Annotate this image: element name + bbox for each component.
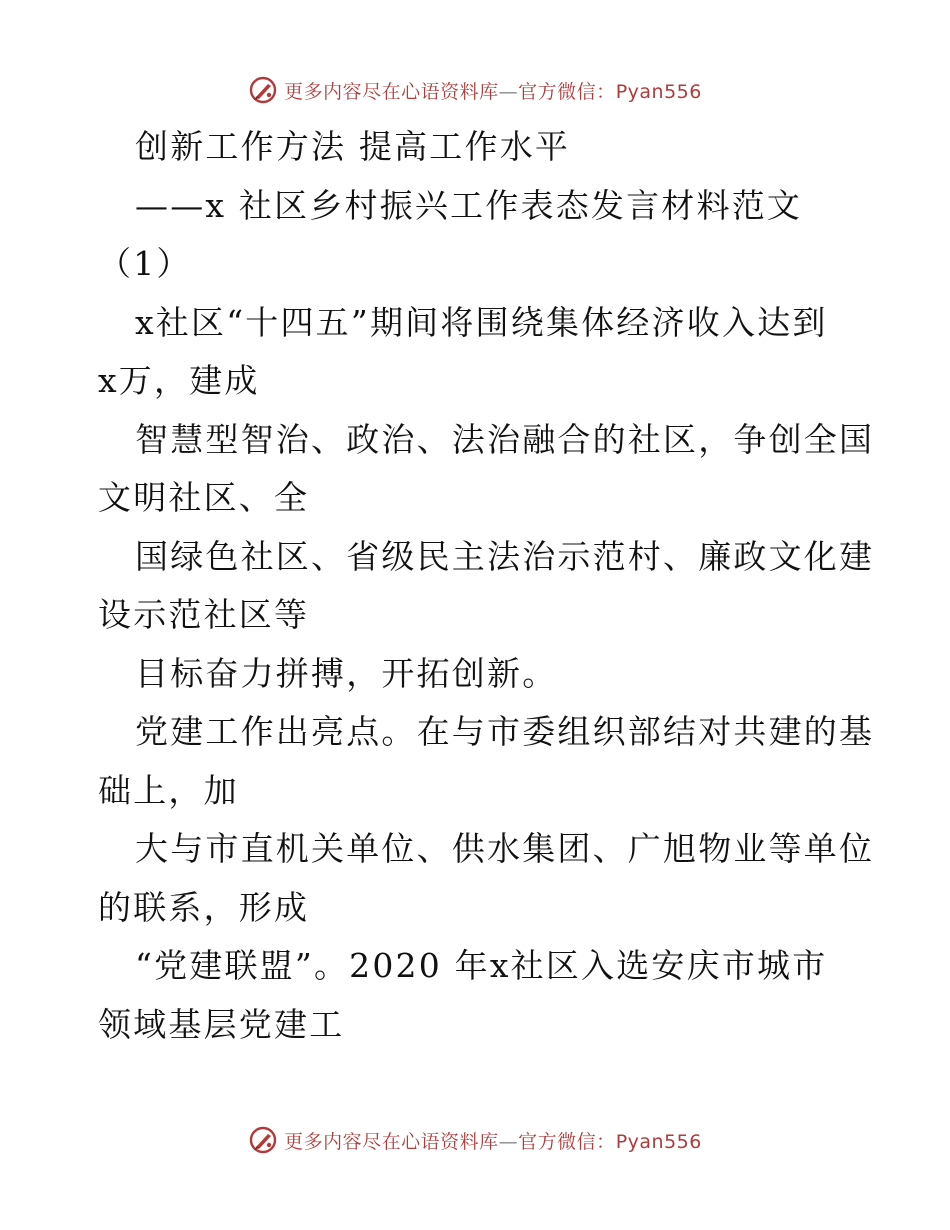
paragraph-line: 国绿色社区、省级民主法治示范村、廉政文化建 — [135, 536, 875, 576]
document-subtitle: ——x 社区乡村振兴工作表态发言材料范文 — [135, 185, 803, 225]
paragraph-line: 党建工作出亮点。在与市委组织部结对共建的基 — [135, 712, 875, 751]
watermark-text: 更多内容尽在心语资料库—官方微信：Pyan556 — [284, 1130, 702, 1153]
watermark-text: 更多内容尽在心语资料库—官方微信：Pyan556 — [284, 80, 702, 103]
quill-pen-seal-icon — [248, 1125, 278, 1155]
paragraph-line: 智慧型智治、政治、法治融合的社区，争创全国 — [135, 419, 875, 459]
document-title: 创新工作方法 提高工作水平 — [135, 127, 571, 166]
watermark-footer — [0, 1120, 950, 1160]
paragraph-line: 目标奋力拼搏，开拓创新。 — [135, 653, 558, 693]
section-number: （1） — [98, 244, 192, 283]
paragraph-line: 础上，加 — [98, 770, 239, 810]
paragraph-line: x社区“十四五”期间将围绕集体经济收入达到 — [135, 302, 828, 342]
paragraph-line: 大与市直机关单位、供水集团、广旭物业等单位 — [135, 829, 875, 868]
watermark-header — [0, 70, 950, 110]
paragraph-line: “党建联盟”。2020 年x社区入选安庆市城市 — [135, 946, 828, 985]
document-body — [98, 118, 875, 1054]
quill-pen-seal-icon — [248, 75, 278, 105]
paragraph-line: 的联系，形成 — [98, 887, 310, 927]
paragraph-line: 文明社区、全 — [98, 478, 310, 517]
paragraph-line: 领域基层党建工 — [98, 1004, 345, 1044]
paragraph-line: x万，建成 — [98, 361, 260, 400]
paragraph-line: 设示范社区等 — [98, 595, 310, 634]
